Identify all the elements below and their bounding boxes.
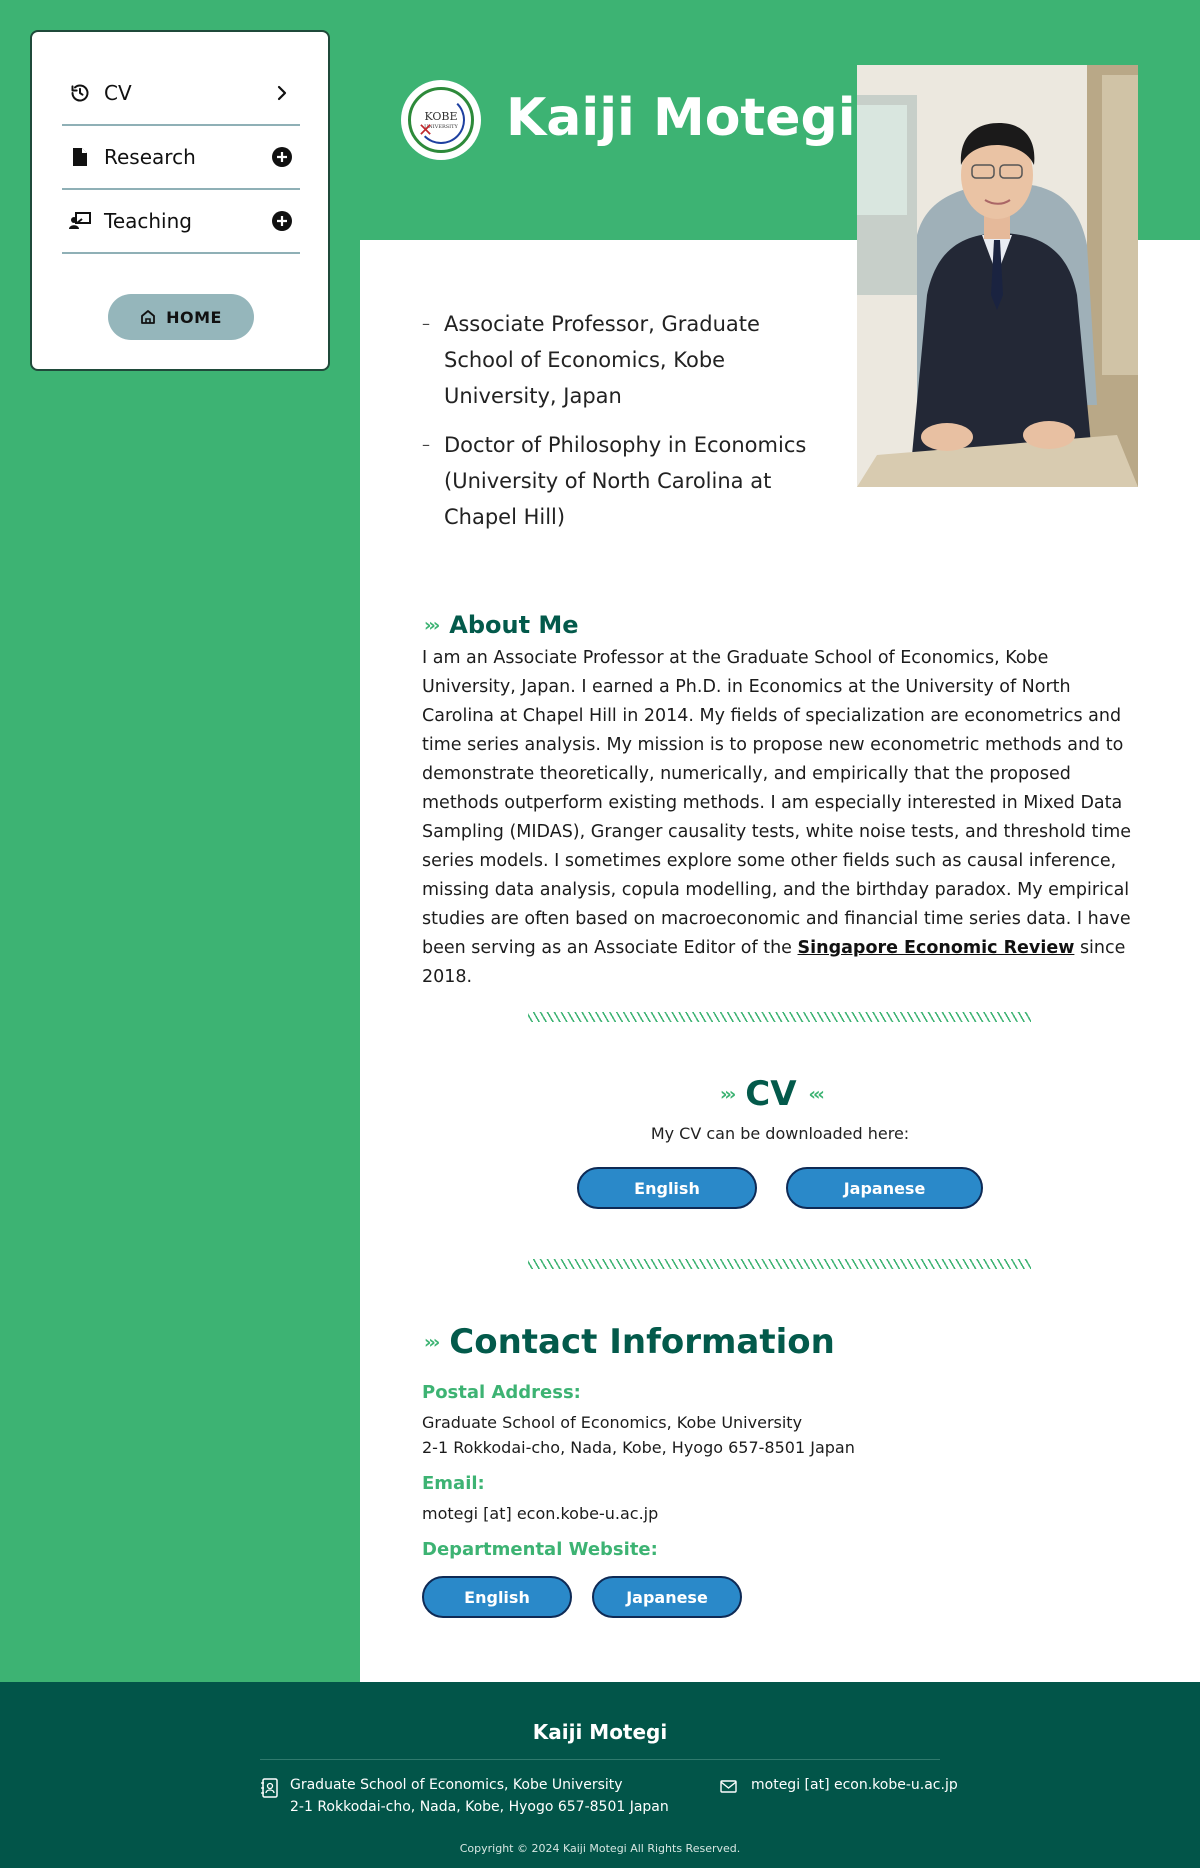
about-paragraph bbox=[422, 644, 1134, 992]
logo-subtext: UNIVERSITY bbox=[424, 123, 458, 130]
email-value: motegi [at] econ.kobe-u.ac.jp bbox=[422, 1504, 659, 1523]
divider bbox=[528, 1012, 1031, 1022]
postal-line-1: Graduate School of Economics, Kobe University bbox=[422, 1413, 803, 1432]
degrees-list bbox=[422, 306, 822, 548]
home-button-label: HOME bbox=[166, 307, 222, 327]
cv-english-button[interactable]: English bbox=[577, 1167, 757, 1209]
chevrons-right-icon: ››› bbox=[424, 614, 438, 636]
about-heading-text: About Me bbox=[449, 611, 579, 639]
chevrons-right-icon: ››› bbox=[424, 1331, 438, 1353]
postal-label: Postal Address: bbox=[422, 1382, 581, 1403]
footer bbox=[0, 1682, 1200, 1868]
about-text-end: since 2018. bbox=[422, 938, 1126, 987]
footer-address-line-2: 2-1 Rokkodai-cho, Nada, Kobe, Hyogo 657-8501 Japan bbox=[290, 1799, 669, 1815]
website-english-button[interactable]: English bbox=[422, 1576, 572, 1618]
about-text: I am an Associate Professor at the Graduate School of Economics, Kobe University, Japan. I earned a Ph.D. in Economics at the University of North Carolina at Chapel Hill in 2014. My fields of specialization are econometrics and time series analysis. My mission is to propose new econometric methods and to demonstrate theoretically, numerically, and empirically that the proposed methods outperform existing methods. I am especially interested in Mixed Data Sampling (MIDAS), Granger causality tests, white noise tests, and threshold time series models. I sometimes explore some other fields such as causal inference, missing data analysis, copula modelling, and the birthday paradox. My empirical studies are often based on macroeconomic and financial time series data. I have been serving as an Associate Editor of the bbox=[422, 648, 1132, 958]
cv-heading-text: CV bbox=[745, 1074, 797, 1114]
document-icon bbox=[68, 145, 92, 169]
footer-name: Kaiji Motegi bbox=[532, 1720, 668, 1744]
plus-circle-icon[interactable] bbox=[270, 145, 294, 169]
chevrons-left-icon: ‹‹‹ bbox=[808, 1083, 822, 1105]
sidebar-item-teaching[interactable] bbox=[62, 190, 300, 254]
logo-text: KOBE bbox=[424, 109, 458, 123]
contact-heading-text: Contact Information bbox=[449, 1322, 835, 1362]
chevrons-right-icon: ››› bbox=[720, 1083, 734, 1105]
footer-email: motegi [at] econ.kobe-u.ac.jp bbox=[751, 1777, 958, 1793]
university-logo: KOBE UNIVERSITY ✕ bbox=[401, 80, 481, 160]
list-item: – Associate Professor, Graduate School of Economics, Kobe University, Japan bbox=[422, 306, 822, 414]
sidebar-item-label: Teaching bbox=[104, 209, 192, 233]
contact-heading bbox=[424, 1322, 835, 1362]
footer-divider bbox=[260, 1759, 940, 1760]
page-title: Kaiji Motegi bbox=[506, 88, 856, 148]
sidebar-item-research[interactable] bbox=[62, 126, 300, 190]
address-book-icon bbox=[261, 1778, 279, 1802]
profile-photo bbox=[857, 65, 1138, 487]
website-label: Departmental Website: bbox=[422, 1539, 658, 1560]
about-heading bbox=[424, 611, 579, 639]
cv-subtitle: My CV can be downloaded here: bbox=[650, 1124, 910, 1143]
website-japanese-button[interactable]: Japanese bbox=[592, 1576, 742, 1618]
footer-address-line-1: Graduate School of Economics, Kobe University bbox=[290, 1777, 623, 1793]
plus-circle-icon[interactable] bbox=[270, 209, 294, 233]
footer-address bbox=[290, 1774, 669, 1818]
envelope-icon bbox=[720, 1778, 737, 1797]
sidebar-item-cv[interactable] bbox=[62, 62, 300, 126]
list-item: – Doctor of Philosophy in Economics (University of North Carolina at Chapel Hill) bbox=[422, 427, 822, 535]
teaching-icon bbox=[68, 209, 92, 233]
cv-japanese-button[interactable]: Japanese bbox=[786, 1167, 983, 1209]
sidebar-item-label: CV bbox=[104, 81, 132, 105]
singapore-economic-review-link[interactable]: Singapore Economic Review bbox=[797, 938, 1075, 958]
divider bbox=[528, 1259, 1031, 1269]
chevron-right-icon[interactable] bbox=[270, 81, 294, 105]
postal-line-2: 2-1 Rokkodai-cho, Nada, Kobe, Hyogo 657-8501 Japan bbox=[422, 1438, 855, 1457]
cv-heading bbox=[720, 1074, 822, 1114]
sidebar-nav bbox=[30, 30, 330, 371]
history-icon bbox=[68, 81, 92, 105]
home-button[interactable] bbox=[108, 294, 254, 340]
copyright: Copyright © 2024 Kaiji Motegi All Rights Reserved. bbox=[459, 1842, 741, 1855]
sidebar-item-label: Research bbox=[104, 145, 196, 169]
email-label: Email: bbox=[422, 1473, 485, 1494]
home-icon bbox=[140, 309, 156, 325]
